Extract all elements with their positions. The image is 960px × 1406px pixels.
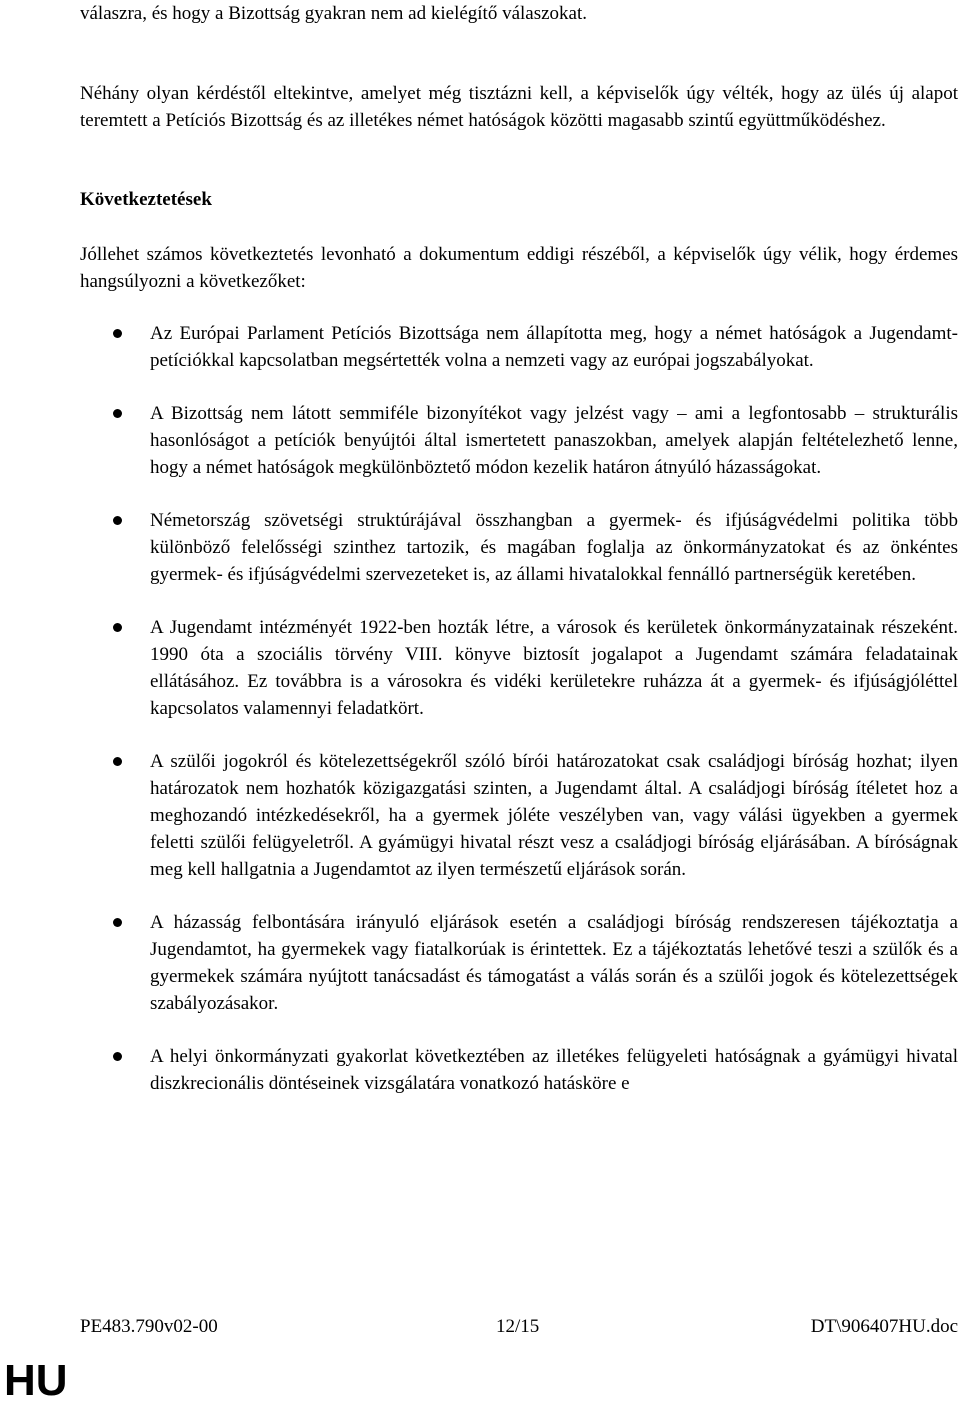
bullet-icon	[113, 918, 122, 927]
list-item	[80, 507, 958, 588]
list-item	[80, 748, 958, 883]
section-heading-conclusions: Következtetések	[80, 189, 212, 210]
bullet-icon	[113, 1052, 122, 1061]
list-item	[80, 1043, 958, 1097]
footer-page-number: 12/15	[496, 1316, 540, 1337]
list-item-text: A házasság felbontására irányuló eljárások esetén a családjogi bíróság rendszeresen tájékoztatja a Jugendamtot, ha gyermekek vagy fiatalkorúak is érintettek. Ez a tájékoztatás lehetővé teszi a szülők és a gyermekek számára nyújtott tanácsadást és támogatást a válás során és a szülői jogok és kötelezettségek szabályozásakor.	[150, 912, 958, 1014]
bullet-icon	[113, 623, 122, 632]
bullet-icon	[113, 329, 122, 338]
list-item-text: Németország szövetségi struktúrájával összhangban a gyermek- és ifjúságvédelmi politika több különböző felelősségi szinthez tartozik, és magában foglalja az önkormányzatokat és az önkéntes gyermek- és ifjúságvédelmi szervezeteket is, az állami hivatalokkal fennálló partnerségük keretében.	[150, 510, 958, 585]
paragraph-conclusions-intro: Jóllehet számos következtetés levonható a dokumentum eddigi részéből, a képviselők úgy vélik, hogy érdemes hangsúlyozni a következőket:	[80, 244, 958, 292]
page-footer	[80, 1313, 958, 1340]
conclusions-bullet-list	[80, 320, 958, 1123]
list-item-text: A helyi önkormányzati gyakorlat következtében az illetékes felügyeleti hatóságnak a gyámügyi hivatal diszkrecionális döntéseinek vizsgálatára vonatkozó hatásköre e	[150, 1046, 958, 1094]
list-item	[80, 320, 958, 374]
bullet-icon	[113, 757, 122, 766]
list-item	[80, 614, 958, 722]
footer-file-name: DT\906407HU.doc	[810, 1316, 958, 1337]
continued-text-line: válaszra, és hogy a Bizottság gyakran nem ad kielégítő válaszokat.	[80, 3, 588, 24]
language-code: HU	[4, 1356, 68, 1405]
footer-doc-ref: PE483.790v02-00	[80, 1316, 218, 1337]
paragraph-cooperation: Néhány olyan kérdéstől eltekintve, amelyet még tisztázni kell, a képviselők úgy vélték, hogy az ülés új alapot teremtett a Petíciós Bizottság és az illetékes német hatóságok közötti magasabb szintű együttműködéshez.	[80, 83, 958, 131]
list-item-text: A Bizottság nem látott semmiféle bizonyítékot vagy jelzést vagy – ami a legfontosabb – strukturális hasonlóságot a petíciók benyújtói által ismertetett panaszokban, amelyek alapján feltételezhető lenne, hogy a német hatóságok megkülönböztető módon kezelik határon átnyúló házasságokat.	[150, 403, 958, 478]
bullet-icon	[113, 409, 122, 418]
list-item	[80, 909, 958, 1017]
list-item-text: A Jugendamt intézményét 1922-ben hozták létre, a városok és kerületek önkormányzatainak részeként. 1990 óta a szociális törvény VIII. könyve biztosít jogalapot a Jugendamt számára feladatainak ellátásához. Ez továbbra is a városokra és vidéki kerületekre ruházza át a gyermek- és ifjúságjóléttel kapcsolatos valamennyi feladatkört.	[150, 617, 958, 719]
list-item-text: A szülői jogokról és kötelezettségekről szóló bírói határozatokat csak családjogi bíróság hozhat; ilyen határozatok nem hozhatók közigazgatási szinten, a Jugendamt által. A családjogi bíróság ítéletet hoz a meghozandó intézkedésekről, ha a gyermek jóléte veszélyben van, vagy válási ügyekben a gyermek feletti szülői felügyeletről. A gyámügyi hivatal részt vesz a családjogi bíróság eljárásában. A bíróságnak meg kell hallgatnia a Jugendamtot az ilyen természetű eljárások során.	[150, 751, 958, 880]
list-item-text: Az Európai Parlament Petíciós Bizottsága nem állapította meg, hogy a német hatóságok a Jugendamt-petíciókkal kapcsolatban megsértették volna a nemzeti vagy az európai jogszabályokat.	[150, 323, 958, 371]
bullet-icon	[113, 516, 122, 525]
list-item	[80, 400, 958, 481]
